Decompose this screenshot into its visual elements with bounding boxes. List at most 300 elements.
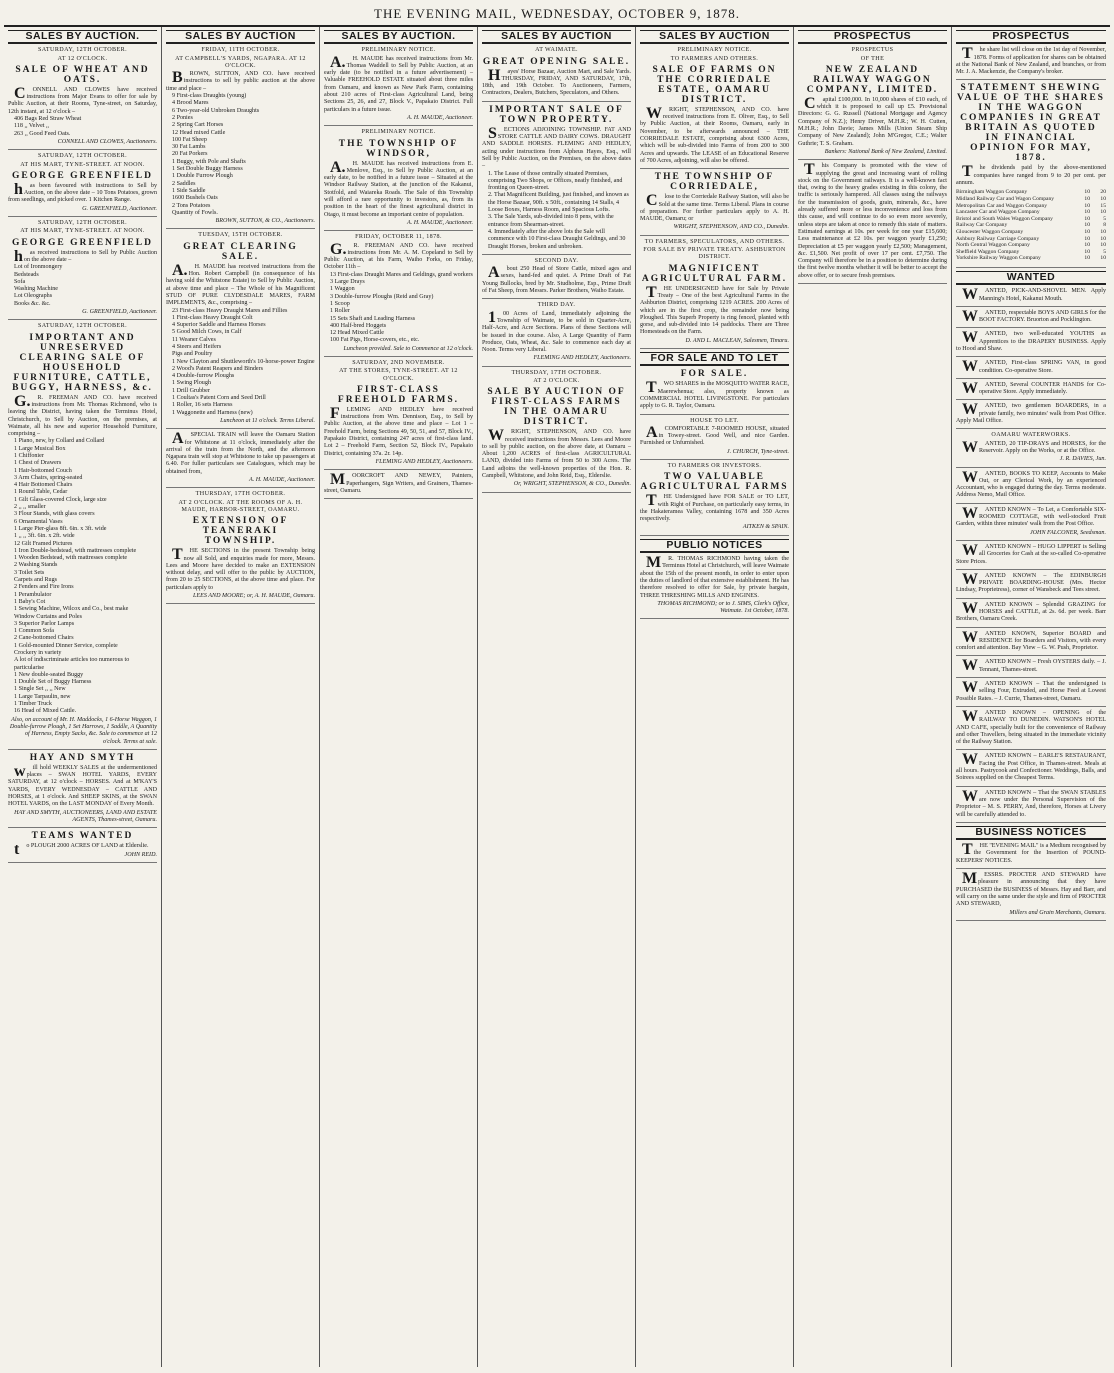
list-item: 1 Side Saddle [172,187,206,194]
ad-body: MR. THOMAS RICHMOND having taken the Terminus Hotel at Christchurch, will leave Waimate about the 15th of the present month, in order to enter upon the duties of landlord of that extensive establishment. He has therefore resolved to offer for Sale, by private bargain, THREE THRESHING MILLS AND ENGINES. [640,554,789,599]
advertisement [956,331,1106,357]
advertisement [640,369,789,414]
ad-subtitle: FOR SALE BY PRIVATE TREATY. ASHBURTON DISTRICT. [643,247,786,261]
list-item: Window Curtains and Poles [14,613,82,620]
ad-title: TO FARMERS, SPECULATORS, AND OTHERS. [644,238,785,245]
ad-body: ACOMFORTABLE 7-ROOMED HOUSE, situated in Towey-street. Good Well, and nice Garden. Furnished or Unfurnished. [640,423,789,447]
ad-signature: WRIGHT, STEPHENSON, AND CO., Dunedin. [673,224,789,231]
list-item: Quantity of Fowls. [172,209,218,216]
ad-title: PROSPECTUS [851,47,894,54]
list-item: 2 Spring Cart Horses [172,122,224,129]
share-row [956,236,1106,243]
list-item: Books &c. &c. [14,300,51,307]
ad-title: SATURDAY, 12TH OCTOBER. [38,323,127,330]
list-item: 16 Head of Mixed Cattle. [14,708,77,715]
share-cell: Birmingham Waggon Company [956,189,1028,196]
list-item: 4. Immediately after the above lots the Sale will commence with 10 First-class Draught Geldings, and 30 Draught Horses, broken and unbroken. [488,228,626,250]
list-item: 2. That Magnificent Building, just finished, and known as the Horse Bazaar, 90ft. x 50ft., containing 14 Stalls, 4 Loose Boxes, Harness Room, and Spacious Lofts. [488,192,629,214]
ad-body: About 250 Head of Store Cattle, mixed ages and sexes, hand-fed and quiet. A Prime Draft of Fat Young Bullocks, bred by Mr. Studholme, Esp., Prime Draft of Fat Sheep, from Messrs. Parker Brothers, Waiho Estate. [482,264,631,295]
ad-headline: STATEMENT SHEWING VALUE OF THE SHARES IN THE WAGGON COMPANIES IN GREAT BRITAIN AS QUOTED IN FINANCIAL OPINION FOR MAY, 1878. [957,83,1105,164]
advertisement [956,504,1106,541]
ad-body: This Company is promoted with the view of supplying the great and increasing want of rolling stock on the Government railways. It is a well-known fact that, owing to the heavy grades existing in this colony, the traffic is seriously hampered. All classes using the railways for the transmission of goods, grain, minerals, &c., have already suffered more or less inconvenience and loss from this cause, and will continue to do so even more severely, unless steps are taken at once to remedy this state of matters. Estimated earnings at 10s. per week for one year £15,600; Less maintenance at £2 10s. per waggon yearly £1,250; Depreciation at £5 per waggon yearly £2,500; Management, &c. £1,500. Net profit of over 17 per cent. £7,750. The Company will therefore be in a position to determine during the first twelve months whether it will be better to accept the above offer, or to secure fresh premises. [798,161,947,279]
column-heading: SALES BY AUCTION [640,30,789,44]
ad-body: WANTED KNOWN – To Let, a Comfortable SIX-ROOMED COTTAGE, with well-stocked Fruit Garden, within three minutes' walk from the Post Office. [956,504,1106,528]
ad-signature: Millers and Grain Merchants, Oamaru. [1009,909,1106,916]
list-item: 2 ,, ,, smaller [14,504,46,511]
share-cell: 10 [1100,235,1106,242]
ad-body: MESSRS. PROCTER AND STEWARD have pleasure in announcing that they have PURCHASED the BUSINESS of Messrs. Hay and Barr, and will carry on the same under the style and firm of PROCTER AND STEWARD, [956,870,1106,908]
ad-title: AT WAIMATE. [535,47,578,54]
list-item: 1 Waggonette and Harness (new) [172,409,253,416]
list-item: 11 Weaner Calves [172,336,216,343]
ad-body: WANTED KNOWN – That the undersigned is selling Four, Extruded, and Horse Feed at Lowest Possible Rates. – J. Currie, Thames-street, Oamaru. [956,679,1106,702]
advertisement [956,872,1106,921]
column-3 [320,27,478,1367]
list-item: 1 New Clayton and Shuttleworth's 10-horse-power Engine [172,358,315,365]
list-item: 12 Head Mixed Cattle [330,330,384,337]
advertisement [956,659,1106,678]
advertisement [956,753,1106,786]
ad-headline: IMPORTANT AND UNRESERVED CLEARING SALE OF HOUSEHOLD FURNITURE, CATTLE, BUGGY, HARNESS, &c. [12,332,153,393]
share-cell: 10 [1084,202,1090,209]
list-item: 3 Superior Parlor Lamps [14,620,75,627]
ad-list [482,171,631,251]
share-cell: 10 [1084,248,1090,255]
column-heading: PROSPECTUS [956,30,1106,44]
share-row [956,249,1106,256]
ad-signature: BROWN, SUTTON, & CO., Auctioneers. [215,218,315,225]
ad-list [8,264,157,308]
list-item: A lot of indiscriminate articles too numerous to particularise [14,657,130,671]
list-item: 6 Two-year-old Unbroken Draughts [172,107,260,114]
list-item: 3. The Sale Yards, sub-divided into 8 pens, with the entrance from Shearman-street. [488,214,614,228]
share-cell: Ashbury Railway Carriage Company [956,235,1040,242]
share-cell: 10 [1084,209,1090,216]
list-item: 1 Large Tarpaulin, new [14,693,71,700]
ad-body: WANTED, respectable BOYS AND GIRLS for the BOOT FACTORY. Bruorton and Pocklington. [962,307,1106,325]
ad-list [8,116,157,138]
share-row [956,229,1106,236]
share-row [956,209,1106,216]
share-cell: 10 [1100,242,1106,249]
ad-signature: JOHN REID. [124,851,157,858]
list-item: 1 Roller, 16 sets Harness [172,402,233,409]
ad-signature: CONNELL AND CLOWES, Auctioneers. [57,138,157,145]
list-item: 4 Steers and Heifers [172,343,222,350]
ad-headline: GREAT CLEARING SALE. [183,241,298,262]
section-heading: FOR SALE AND TO LET [640,352,789,366]
ad-signature: THOMAS RICHMOND; or to J. SIMS, Clerk's Office, Waimate. 1st October, 1878. [657,600,789,615]
list-item: 4 Hair Bottomed Chairs [14,482,73,489]
share-cell: 10 [1084,195,1090,202]
ad-body: A.H. MAUDE has received instructions from E. Menlove, Esq., to Sell by Public Auction, at an early date, to be notified in a future issue – Situated at the Windsor Railway Station, at the junction of the Kakanui, Stotfold, and Waiareka Roads. The Sale of this Township will afford a rare opportunity to investors, as, from its position in the heart of the finest agricultural district in Otago, it must become an important centre of population. [324,158,473,218]
ad-body: SECTIONS ADJOINING TOWNSHIP. FAT AND STORE CATTLE AND DAIRY COWS. DRAUGHT AND SADDLE HORSES. FLEMING AND HEDLEY, acting under instructions from Alpheus Hayes, Esq., will Sell by Public Auction, on the Premises, on the above dates – [482,124,631,170]
section-heading: BUSINESS NOTICES [956,826,1106,840]
share-cell: Midland Railway Car and Wagon Company [956,195,1055,202]
advertisement [8,323,157,750]
list-item: 13 First-class Draught Mares and Geldings, grand workers [330,271,473,278]
list-item: 23 First-class Heavy Draught Mares and Fillies [172,307,288,314]
list-item: Lot of Ironmongery [14,264,63,271]
ad-title: SATURDAY, 2ND NOVEMBER. [352,359,445,366]
advertisement [324,129,473,231]
share-cell: 5 [1103,215,1106,222]
list-item: 1 Double Furrow Plough [172,173,233,180]
ad-headline: FOR SALE. [680,369,749,380]
ad-signature: A. H. MAUDE, Auctioneer. [406,114,473,121]
list-item: 1 Large Pier-glass 8ft. 6in. x 3ft. wide [14,525,107,532]
list-item: 3 Toilet Sets [14,569,45,576]
list-item: 1 Double Set of Buggy Harness [14,679,92,686]
share-cell: 10 [1084,189,1090,196]
share-cell: 10 [1100,255,1106,262]
ad-body: WANTED KNOWN – Fresh OYSTERS daily. – J. Tennant, Thames-street. [962,657,1106,675]
ad-headline: GEORGE GREENFIELD [12,237,153,248]
list-item: 2 Fenders and Fire Irons [14,584,74,591]
list-item: 12 Head mixed Cattle [172,129,226,136]
list-item: 1 Wooden Bedstead, with mattresses complete [14,555,128,562]
ad-body: CONNELL AND CLOWES have received instructions from Major Evans to offer for sale by Public Auction, at their Rooms, Tyne-street, on Saturday, 12th instant, at 12 o'clock – [8,84,157,115]
advertisement [166,47,315,229]
advertisement [956,599,1106,628]
ad-headline: THE TOWNSHIP OF WINDSOR, [338,138,459,159]
advertisement [956,47,1106,80]
ad-list [166,308,315,417]
advertisement [640,556,789,619]
list-item: 1 Drill Grubber [172,387,210,394]
advertisement [640,463,789,536]
ad-subtitle: AT 12 O'CLOCK. [57,55,108,62]
list-item: 20 Fat Porkers [172,151,208,158]
list-item: 12 Gilt Framed Pictures [14,540,73,547]
ad-body: WANTED, 20 TIP-DRAYS and HORSES, for the Reservoir. Apply on the Works, or at the Office. [962,438,1106,456]
share-cell: 10 [1084,222,1090,229]
list-item: 4 Superior Saddle and Harness Horses [172,322,266,329]
list-item: 30 Fat Lambs [172,144,206,151]
list-item: 1 Set Double Buggy Harness [172,166,243,173]
share-cell: North Central Waggon Company [956,242,1030,249]
list-item: 1 Common Sofa [14,628,54,635]
share-cell: Bristol and South Wales Waggon Company [956,215,1053,222]
column-6 [794,27,952,1367]
ad-signature: Bankers: National Bank of New Zealand, Limited. [824,148,947,155]
list-item: Carpets and Rugs [14,577,57,584]
list-item: 1 Iron Double-bedstead, with mattresses complete [14,547,137,554]
ad-headline: HAY AND SMYTH [29,752,136,763]
ad-title: PRELIMINARY NOTICE. [361,47,436,54]
advertisement [166,432,315,488]
share-row [956,222,1106,229]
ad-body: A.H. MAUDE has received instructions from Mr. Thomas Waddell to Sell by Public Auction, at an early date (to be notified in a future advertisement) – Valuable FREEHOLD ESTATE situated about three miles from Oamaru, and known as New Park Farm, containing about 210 acres of First-class Agricultural Land, being Sections 25, 26, and 27, Block V., Papakaio District. Full particulars in a future issue. [324,53,473,113]
ad-body: WANTED KNOWN – HUGO LIPPERT is Selling all Groceries for Cash at the so-called Co-operative Store Prices. [956,541,1106,565]
list-item: Crockery in variety [14,650,62,656]
list-item: 6 Ornamental Vases [14,518,63,525]
ad-body: WANTED KNOWN – EARLE'S RESTAURANT, Facing the Post Office, in Thames-street. Meals at all hours. Pastrycook and Confectioner. Weddings, Balls, and Soirees supplied on the Cheapest Terms. [956,751,1106,782]
ad-title: OAMARU WATERWORKS. [991,432,1071,439]
list-item: 118 ,, Velvet ,, [14,123,50,130]
advertisement [8,47,157,150]
list-item: 1 New double-seated Buggy [14,671,84,678]
advertisement [956,83,1106,267]
list-item: 1 Timber Truck [14,701,52,708]
ad-list [166,93,315,217]
share-cell: Metropolitan Car and Waggon Company [956,202,1048,209]
ad-body: Hayes' Horse Bazaar, Auction Mart, and Sale Yards. THURSDAY, FRIDAY, AND SATURDAY, 17th, 18th, and 19th October. To Auctioneers, Farmers, Contractors, Dealers, Butchers, Speculators, and Others. [482,66,631,97]
ad-title: SATURDAY, 12TH OCTOBER. [38,47,127,54]
advertisement [8,220,157,320]
ad-signature: J. CHURCH, Tyne-street. [726,448,789,455]
ad-title: HOUSE TO LET. [690,417,739,424]
column-heading: SALES BY AUCTION. [8,30,157,44]
ad-subtitle: AT HIS MART, TYNE-STREET. AT NOON. [20,161,145,168]
ad-body: WANTED KNOWN – OPENING of the RAILWAY TO DUNEDIN. WATSON'S HOTEL AND CAFE, specially built for the convenience of Railway and other Travellers, being situated in the immediate vicinity of the Railway Station. [956,707,1106,746]
advertisement [956,681,1106,707]
ad-headline: EXTENSION OF TEANERAKI TOWNSHIP. [192,516,289,547]
advertisement [482,302,631,366]
ad-signature: D. AND L. MACLEAN, Salesmen, Timaru. [685,337,789,344]
ad-signature: JOHN FALCONER, Seedsman. [1029,529,1106,536]
advertisement [8,831,157,863]
ad-subtitle: TO FARMERS AND OTHERS. [670,55,759,62]
advertisement [640,418,789,460]
ad-title: TUESDAY, 15TH OCTOBER. [198,232,283,239]
ad-body: THE UNDERSIGNED have for Sale by Private Treaty – One of the best Agricultural Farms in the Ashburton District, comprising 1219 ACRES. 200 Acres of which are in the first crop, the remainder now being Ploughed. This Superb Property is ring fenced, planted with gorse, and sub-divided into 14 paddocks. There are Three Homesteads on the Farm. [640,283,789,336]
ad-body: WANTED KNOWN, Superior BOARD and RESIDENCE for Boarders and Visitors, with every comfort and attention. Bay View – G. W. Push, Proprietor. [956,628,1106,652]
advertisement [956,379,1106,401]
ad-headline: NEW ZEALAND RAILWAY WAGGON COMPANY, LIMITED. [806,64,939,95]
advertisement [798,163,947,284]
ad-title: FRIDAY, 11TH OCTOBER. [201,47,280,54]
advertisement [166,491,315,604]
ad-body: THE SECTIONS in the present Township being now all Sold, and enquiries made for more, Messrs. Lees and Moore have decided to make an EXTENSION without delay, and will offer to the public by AUCTION, from 20 to 25 SECTIONS, at the above time and place. For particulars apply to [166,546,315,591]
share-cell: 10 [1084,215,1090,222]
list-item: 3 Flour Stands, with glass covers [14,511,95,518]
share-cell: 20 [1100,189,1106,196]
ad-subtitle: AT THE STORES, TYNE-STREET. AT 12 O'CLOCK. [339,368,458,382]
ad-signature: A. H. MAUDE, Auctioneer. [406,219,473,226]
ad-title: THIRD DAY. [537,302,576,309]
advertisement [324,473,473,499]
ad-body: WANTED, PICK-AND-SHOVEL MEN. Apply Manning's Hotel, Kakanui Mouth. [962,286,1106,304]
ad-title: SATURDAY, 12TH OCTOBER. [38,220,127,227]
advertisement [640,172,789,235]
list-item: 263 ,, Good Feed Oats. [14,130,71,137]
ad-subtitle: AT HIS MART, TYNE-STREET. AT NOON. [20,228,145,235]
ad-body: FLEMING AND HEDLEY have received instructions from Wm. Dennison, Esq., to Sell by Public Auction, at the above time and place – Lot 1 – Freehold Farm, being Sections 49, 50, 51, and 57, Block IV., Papakaio District, containing 247 acres of first-class land. Lot 2 – Freehold Farm, Section 52, Block IV., Papakaio District, containing 37a. 2r. 14p. [324,404,473,457]
column-1 [4,27,162,1367]
share-cell: 10 [1084,242,1090,249]
list-item: 1 Sewing Machine, Wilcox and Co., best make [14,606,129,613]
ad-headline: THE TOWNSHIP OF CORRIEDALE, [654,172,775,193]
list-item: 1 First-class Heavy Draught Colt [172,314,253,321]
list-item: 1 Roller [330,308,350,315]
ad-title: FRIDAY, OCTOBER 11, 1878. [355,234,442,241]
advertisement [640,47,789,169]
ad-title: PRELIMINARY NOTICE. [677,47,752,54]
list-item: 2 Wood's Patent Reapers and Binders [172,365,264,372]
list-item: 1. The Lease of those centrally situated Premises, comprising Two Shops, or Offices, neatly finished, and fronting on Queen-street. [488,170,623,192]
ad-signature: A. H. MAUDE, Auctioneer. [248,477,315,484]
ad-body: The share list will close on the 1st day of November, 1878. Forms of application for shares can be obtained at the National Bank of New Zealand, and branches, or from Mr. J. A. Mackenzie, the Company's broker. [956,45,1106,76]
masthead: THE EVENING MAIL, WEDNESDAY, OCTOBER 9, 1878. [4,4,1110,27]
advertisement [956,403,1106,429]
list-item: 2 Washing Stands [14,562,58,569]
share-cell: 10 [1100,195,1106,202]
ad-subtitle: AT CAMPBELL'S YARDS, NGAPARA. AT 12 O'CLOCK. [175,55,306,69]
ad-title: THURSDAY, 17TH OCTOBER. [195,491,286,498]
advertisement [8,153,157,217]
ad-headline: SALE OF WHEAT AND OATS. [15,64,150,85]
list-item: 4 Brood Mares [172,100,209,107]
ad-body: WANTED KNOWN – Splendid GRAZING for HORSES and CATTLE, at 2s. 6d. per week. Barr Brothers, Oamaru Creek. [956,599,1106,623]
column-2 [162,27,320,1367]
list-item: 1 Round Table, Cedar [14,489,68,496]
advertisement [956,570,1106,599]
share-cell: 10 [1084,228,1090,235]
advertisement [482,47,631,101]
advertisement [324,234,473,357]
column-heading: SALES BY AUCTION [166,30,315,44]
ad-signature: FLEMING AND HEDLEY, Auctioneers. [375,458,473,465]
share-cell: 10 [1084,255,1090,262]
share-row [956,255,1106,262]
share-cell: Sheffield Waggon Company [956,248,1020,255]
list-item: Pigs and Poultry [172,351,213,358]
list-item: 1 Gold-mounted Dinner Service, complete [14,642,118,649]
share-cell: 15 [1100,202,1106,209]
ad-signature: FLEMING AND HEDLEY, Auctioneers. [533,355,631,362]
ad-signature: G. GREENFIELD, Auctioneer. [82,205,157,212]
list-item: 3 Arm Chairs, spring-seated [14,474,83,481]
ad-title: SECOND DAY. [534,257,579,264]
ad-body: THE Undersigned have FOR SALE or TO LET, with Right of Purchase, on particularly easy terms, in the Hakateramea Valley, containing 1678 and 350 Acres respectively. [640,492,789,523]
advertisement [166,232,315,429]
list-item: 1 Scoop [330,300,350,307]
list-item: 1 Waggon [330,286,355,293]
ad-body: Close to the Corriedale Railway Station, will also be Sold at the same time. Terms Liberal. Plans in course of preparation. For further particulars apply to A. H. MAUDE, Oamaru; or [640,192,789,223]
ad-body: WANTED, BOOKS TO KEEP, Accounts to Make Out, or any Clerical Work, by an experienced Accountant, who is engaged during the day. Terms moderate. Address Nemo, Mail Office. [956,468,1106,499]
list-item: 1 Gilt Glass-covered Clock, large size [14,496,107,503]
ad-body: The dividends paid by the above-mentioned companies have ranged from 9 to 20 per cent. per annum. [956,163,1106,187]
columns [4,27,1110,1367]
ad-headline: IMPORTANT SALE OF TOWN PROPERTY. [489,104,624,125]
list-item: 4 Double-furrow Ploughs [172,373,235,380]
ad-body: WANTED KNOWN – That the SWAN STABLES are now under the Personal Supervision of the Proprietor – M. S. PERRY, And, therefore, Horses at Livery will be carefully attended to. [956,787,1106,818]
list-item: 1 ,, ,, 3ft. 6in. x 2ft. wide [14,533,75,540]
list-item: 406 Bags Red Straw Wheat [14,116,82,123]
ad-signature: AITKEN & SPAIN. [742,524,789,531]
share-cell: 10 [1084,235,1090,242]
list-item: 5 Good Milch Cows, in Calf [172,329,242,336]
list-item: 1600 Bushels Oats [172,195,218,202]
list-item: 2 Cane-bottomed Chairs [14,635,74,642]
advertisement [482,105,631,255]
ad-body: WANTED, two gentlemen BOARDERS, in a private family, two minutes' walk from Post Office. Apply Mail Office. [956,401,1106,425]
list-item: 2 Tons Potatoes [172,202,211,209]
ad-signature: Luncheon provided. Sale to Commence at 12 o'clock. [343,345,473,352]
ad-body: G.R. FREEMAN AND CO. have received instructions from Mr. A. M. Copeland to Sell by Public Auction, at his Farm, Waiho Forks, on Friday, October 11th – [324,240,473,271]
column-heading: PROSPECTUS [798,30,947,44]
ad-subtitle: AT 2 O'CLOCK. AT THE ROOMS OF A. H. MAUDE, HARBOR-STREET, OAMARU. [178,499,303,513]
ad-headline: TWO VALUABLE AGRICULTURAL FARMS [640,472,789,493]
column-heading: SALES BY AUCTION. [324,30,473,44]
list-item: 2 Saddles [172,180,196,187]
list-item: 1 Buggy, with Pole and Shafts [172,158,246,165]
advertisement [956,307,1106,329]
share-value-table [956,189,1106,262]
ad-headline: GREAT OPENING SALE. [482,56,631,67]
ad-body: Capital £100,000. In 10,000 shares of £10 each, of which it is proposed to call up £5. Provisional Directors: G. G. Russell (National Mortgage and Agency Company of N.Z.); Henry Driver, M.H.R.; W. H. Cutten, M.H.R.; John Davie; James Mills (Union Steam Ship Company of New Zealand); John M'Gregor, C.E.; Walter Guthrie; T. S. Graham. [798,94,947,147]
share-cell: 10 [1100,228,1106,235]
advertisement [956,628,1106,657]
list-item: 1 Chiffonier [14,452,44,459]
share-cell: 5 [1103,248,1106,255]
list-item: 1 Swing Plough [172,380,211,387]
advertisement [956,288,1106,307]
list-item: 15 Sets Shaft and Leading Harness [330,315,416,322]
ad-headline: SALE BY AUCTION OF FIRST-CLASS FARMS IN THE OAMARU DISTRICT. [487,387,626,428]
ad-body: to PLOUGH 2000 ACRES OF LAND at Elderslie. [14,841,149,859]
ad-body: WANTED, First-class SPRING VAN, in good condition. Co-operative Store. [962,358,1106,376]
list-item: 400 Half-bred Hoggets [330,322,387,329]
advertisement [8,753,157,828]
column-4 [478,27,636,1367]
share-row [956,196,1106,203]
list-item: 1 Single Set ,, ,, New [14,686,66,693]
ad-signature: Or, WRIGHT, STEPHENSON, & CO., Dunedin. [513,481,631,488]
advertisement [956,360,1106,379]
ad-headline: TEAMS WANTED [31,831,134,842]
share-row [956,203,1106,210]
advertisement [482,258,631,299]
share-row [956,189,1106,196]
share-cell: Lancaster Car and Waggon Company [956,209,1040,216]
ad-body: has been favoured with instructions to Sell by Auction, on the above date – 10 Tons Potatoes, grown from seedlings, and picked over. 1 Kitchen Range. [8,180,157,204]
advertisement [798,47,947,160]
ad-body: WANTED, two well-educated YOUTHS as Apprentices to the DRAPERY BUSINESS. Apply to Hood and Shaw. [956,329,1106,352]
list-item: 2 Ponies [172,114,193,121]
share-cell: 8 [1103,222,1106,229]
ad-body: BROWN, SUTTON, AND CO. have received instructions to sell by public auction at the above time and place – [166,69,315,92]
share-cell: Yorkshire Railway Waggon Company [956,255,1041,262]
ad-signature: J. R. DAVIES, Jun. [1059,456,1106,463]
ad-body: WANTED KNOWN – The EDINBURGH PRIVATE BOARDING-HOUSE (Mrs. Hector Lindsay, Proprietress), corner of Wansbeck and Tees street. [956,570,1106,594]
list-item: 3 Double-furrow Ploughs (Reid and Gray) [330,293,434,300]
list-item: 100 Fat Pigs, Horse-covers, etc., etc. [330,337,420,344]
ad-signature: Also, on account of Mr. H. Maddocks, 1 6-Horse Waggon, 1 Double-furrow Plough, 1 Set Harrows, 1 Saddle, A Quantity of Harness, Empty Sacks, &c. Sale to commence at 12 o'clock. Terms at sale. [9,716,157,745]
share-row [956,242,1106,249]
share-row [956,216,1106,223]
advertisement [956,843,1106,869]
ad-body: G.R. FREEMAN AND CO. have received instructions from Mr. Thomas Richmond, who is leaving the District, having taken the Terminus Hotel, Christchurch, to Sell by Auction, on the premises, at Waimate, all his new and superior Household Furniture, comprising – [8,392,157,438]
ad-subtitle: AT 2 O'CLOCK. [533,377,580,384]
ad-headline: SALE OF FARMS ON THE CORRIEDALE ESTATE, OAMARU DISTRICT. [652,64,777,105]
ad-body: MOORCROFT AND NEWEY, Painters, Paperhangers, Sign Writers, and Grainers, Thames-street, Oamaru. [324,471,473,494]
list-item: Lot Oleographs [14,293,53,300]
list-item: 1 Coultas's Patent Corn and Seed Drill [172,395,266,402]
advertisement [956,787,1106,823]
advertisement [956,707,1106,750]
ad-body: has received instructions to Sell by Public Auction on the above date – [14,247,157,265]
advertisement [324,360,473,470]
share-cell: 10 [1100,209,1106,216]
ad-subtitle: OF THE [860,55,885,62]
list-item: 1 Perambulator [14,591,52,598]
list-item: Sofa [14,278,26,285]
ad-headline: FIRST-CLASS FREEHOLD FARMS. [337,384,460,405]
list-item: Bedsteads [14,271,39,278]
ad-list [324,272,473,345]
